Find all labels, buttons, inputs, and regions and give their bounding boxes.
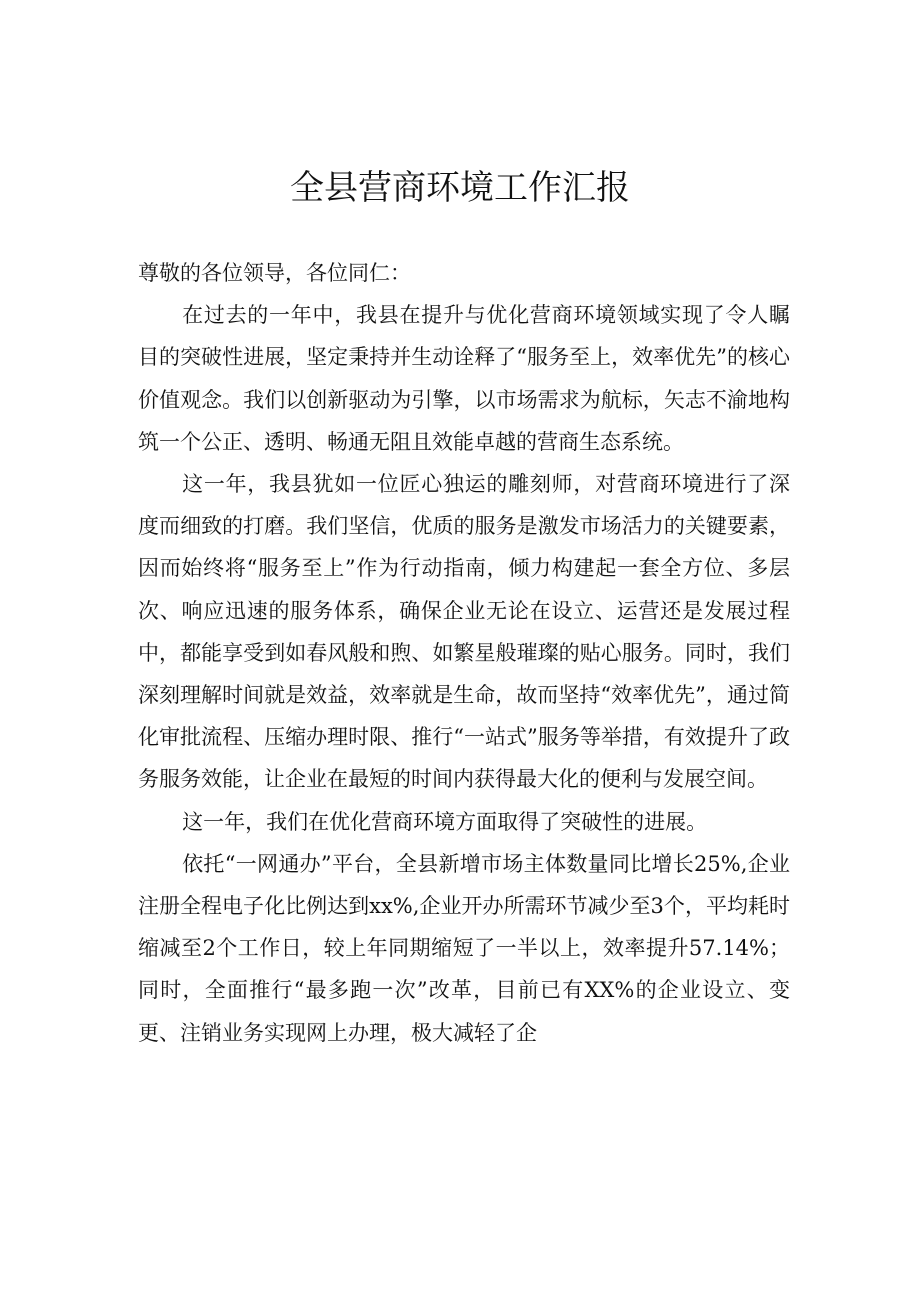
paragraph: 依托“一网通办”平台，全县新增市场主体数量同比增长25%,企业注册全程电子化比例达到xx%,企业开办所需环节减少至3个，平均耗时缩减至2个工作日，较上年同期缩短了一半以上，效率提升57.14%；同时，全面推行“最多跑一次”改革，目前已有XX%的企业设立、变更、注销业务实现网上办理，极大减轻了企 [138,851,790,1045]
salutation: 尊敬的各位领导，各位同仁： [138,261,411,285]
document-body [138,252,790,1054]
paragraph: 这一年，我们在优化营商环境方面取得了突破性的进展。 [182,809,708,834]
document-title: 全县营商环境工作汇报 [290,168,630,208]
paragraph: 在过去的一年中，我县在提升与优化营商环境领域实现了令人瞩目的突破性进展，坚定秉持并生动诠释了“服务至上，效率优先”的核心价值观念。我们以创新驱动为引擎，以市场需求为航标，矢志不渝地构筑一个公正、透明、畅通无阻且效能卓越的营商生态系统。 [138,303,790,454]
paragraph: 这一年，我县犹如一位匠心独运的雕刻师，对营商环境进行了深度而细致的打磨。我们坚信，优质的服务是激发市场活力的关键要素，因而始终将“服务至上”作为行动指南，倾力构建起一套全方位、多层次、响应迅速的服务体系，确保企业无论在设立、运营还是发展过程中，都能享受到如春风般和煦、如繁星般璀璨的贴心服务。同时，我们深刻理解时间就是效益，效率就是生命，故而坚持“效率优先”，通过简化审批流程、压缩办理时限、推行“一站式”服务等举措，有效提升了政务服务效能，让企业在最短的时间内获得最大化的便利与发展空间。 [138,472,790,792]
